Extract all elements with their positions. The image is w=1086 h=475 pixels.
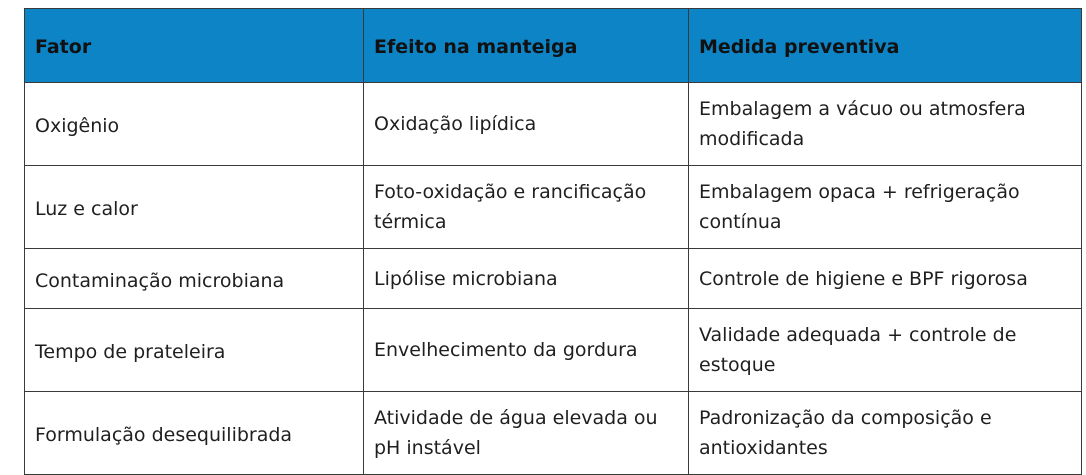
table-row: [25, 166, 1082, 249]
cell-efeito: Atividade de água elevada ou pH instável: [364, 392, 689, 475]
header-medida: Medida preventiva: [689, 9, 1082, 83]
cell-medida: Embalagem a vácuo ou atmosfera modificada: [689, 83, 1082, 166]
cell-fator: Tempo de prateleira: [25, 309, 364, 392]
cell-medida: Embalagem opaca + refrigeração contínua: [689, 166, 1082, 249]
cell-efeito: Oxidação lipídica: [364, 83, 689, 166]
table-row: [25, 83, 1082, 166]
table-container: [24, 8, 1082, 475]
cell-efeito: Envelhecimento da gordura: [364, 309, 689, 392]
butter-factors-table: [24, 8, 1082, 475]
cell-efeito: Lipólise microbiana: [364, 249, 689, 309]
header-efeito: Efeito na manteiga: [364, 9, 689, 83]
cell-efeito: Foto-oxidação e rancificação térmica: [364, 166, 689, 249]
cell-medida: Validade adequada + controle de estoque: [689, 309, 1082, 392]
cell-fator: Luz e calor: [25, 166, 364, 249]
cell-medida: Padronização da composição e antioxidantes: [689, 392, 1082, 475]
header-fator: Fator: [25, 9, 364, 83]
table-row: [25, 392, 1082, 475]
cell-fator: Formulação desequilibrada: [25, 392, 364, 475]
header-row: [25, 9, 1082, 83]
cell-fator: Oxigênio: [25, 83, 364, 166]
cell-medida: Controle de higiene e BPF rigorosa: [689, 249, 1082, 309]
table-row: [25, 309, 1082, 392]
table-row: [25, 249, 1082, 309]
cell-fator: Contaminação microbiana: [25, 249, 364, 309]
